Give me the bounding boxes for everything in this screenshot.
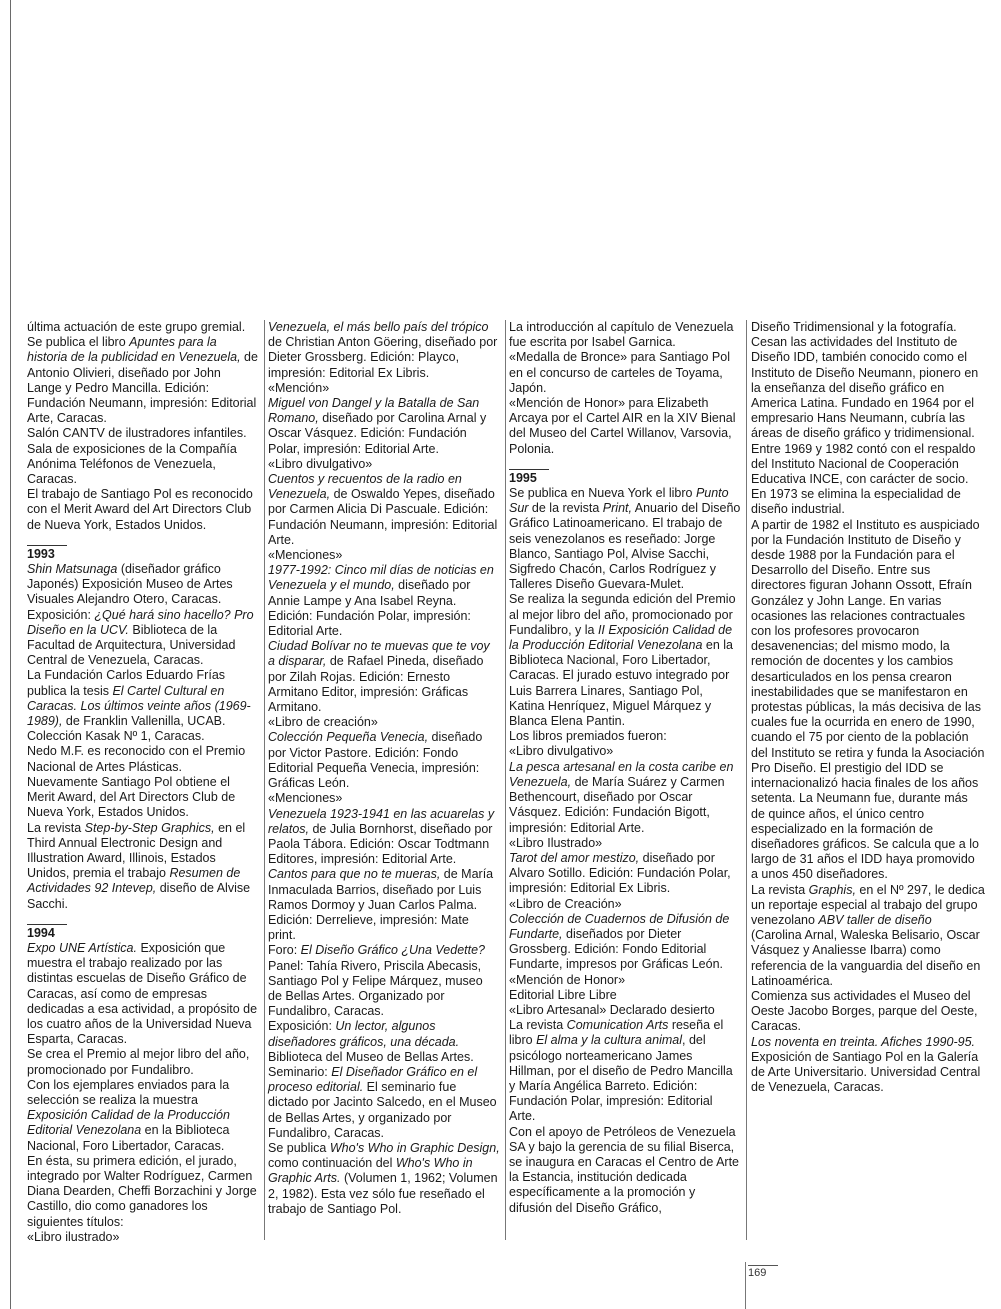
paragraph [27,487,259,533]
text-run: «Libro divulgativo» [268,456,373,471]
italic-title: II Exposición Calidad de la Producción Editorial Venezolana [509,622,733,653]
text-run: de Christian Anton Göering, diseñado por Dieter Grossberg. Edición: Playco, impresión: Editorial Ex Libris. [268,335,498,380]
paragraph [268,715,500,730]
italic-title: Colección Pequeña Venecia, [268,730,429,745]
paragraph [509,760,741,836]
italic-title: Comunication Arts [566,1018,669,1033]
italic-title: Step-by-Step Graphics, [84,820,215,835]
text-run: de María Suárez y Carmen Bethencourt, diseñado por Oscar Vásquez. Edición: Fundación Bigott, impresión: Editorial Arte. [509,774,725,835]
paragraph [509,897,741,912]
text-run: La introducción al capítulo de Venezuela fue escrita por Isabel Garnica. [509,320,734,350]
text-run: Biblioteca de la Facultad de Arquitectura, Universidad Central de Venezuela, Caracas. [27,622,236,668]
folio-rule [745,1262,746,1309]
text-run: «Libro Artesanal» Declarado desierto [509,1002,715,1017]
text-run: de María Inmaculada Barrios, diseñado por Luis Ramos Dormoy y Juan Carlos Palma. Edición: Derrelieve, impresión: Mate print. [268,867,494,943]
paragraph [509,912,741,973]
paragraph [509,851,741,897]
text-column-3 [509,320,741,1216]
text-run: El seminario fue dictado por Jacinto Salcedo, en el Museo de Bellas Artes, y organizado por Fundalibro, Caracas. [268,1080,497,1140]
italic-title: 1977-1992: Cinco mil días de noticias en Venezuela y el mundo, [268,563,494,593]
text-run: , del psicólogo norteamericano James Hillman, por el diseño de Pedro Mancilla y María Angélica Barreto. Edición: Fundación Polar, impresión: Editorial Arte. [509,1033,733,1124]
text-run: diseñado por Alvaro Sotillo. Edición: Fundación Polar, impresión: Editorial Ex Libris. [509,850,731,896]
text-column-1 [27,320,259,1245]
text-run: «Medalla de Bronce» para Santiago Pol en el concurso de carteles de Toyama, Japón. [509,350,730,395]
text-column-4 [751,320,985,1095]
column-rule-3 [746,320,747,1240]
text-run: Exposición: [268,1019,336,1034]
text-run: Anuario del Diseño Gráfico Latinoamericano. El trabajo de seis venezolanos es reseñado: Jorge Blanco, Santiago Pol, Alvise Sacchi, Sigfredo Chacón, Carlos Rodríguez y Talleres Diseño Guevara-Mulet. [509,501,741,592]
text-run: El trabajo de Santiago Pol es reconocido con el Merit Award del Art Directors Club de Nueva York, Estados Unidos. [27,487,253,532]
italic-title: Expo UNE Artística. [27,940,137,955]
paragraph [27,668,259,744]
text-run: La revista [509,1018,567,1033]
text-run: Se publica en Nueva York el libro [509,486,696,501]
italic-title: Punto Sur [509,486,729,516]
italic-title: Ciudad Bolívar no te muevas que te voy a disparar, [268,639,490,669]
text-run: Exposición que muestra el trabajo realizado por las distintas escuelas de Diseño Gráfico de Caracas, así como de empresas dedicadas a esa actividad, a propósito de los cuatro años de la Universidad Nueva Esparta, Caracas. [27,940,258,1047]
text-run: de la revista [528,501,603,516]
paragraph [751,320,985,335]
italic-title: El Diseño Gráfico ¿Una Vedette? [300,943,486,958]
text-run: última actuación de este grupo gremial. [27,320,246,334]
paragraph [27,941,259,1047]
text-run: diseñado por Annie Lampe y Ana Isabel Reyna. Edición: Fundación Polar, impresión: Editorial Arte. [268,578,471,639]
italic-title: Graphis, [808,882,856,897]
italic-title: Venezuela 1923-1941 en las acuarelas y relatos, [268,806,495,836]
italic-title: Apuntes para la historia de la publicidad en Venezuela, [27,335,241,365]
paragraph [268,807,500,868]
text-run: Se publica el libro [27,335,130,350]
italic-title: ABV taller de diseño [818,912,932,927]
paragraph [27,1230,259,1245]
paragraph [509,836,741,851]
paragraph [268,730,500,791]
text-run: «Libro de Creación» [509,896,622,911]
paragraph [268,867,500,943]
italic-title: Resumen de Actividades 92 Intevep, [27,866,241,896]
text-run: «Menciones» [268,548,343,563]
text-run: en la Biblioteca Nacional, Foro Libertador, Caracas. [27,1123,230,1153]
text-run: Editorial Libre Libre [509,987,617,1002]
text-run: Foro: [268,943,301,958]
italic-title: El Diseñador Gráfico en el proceso editorial. [268,1064,478,1095]
text-run: como continuación del [268,1156,396,1171]
italic-title: Cantos para que no te mueras, [268,867,441,882]
paragraph [268,943,500,958]
column-rule-1 [264,320,265,1240]
text-run: Los libros premiados fueron: [509,729,667,744]
paragraph [268,396,500,457]
text-run: Salón CANTV de ilustradores infantiles. Sala de exposiciones de la Compañía Anónima Teléfonos de Venezuela, Caracas. [27,426,247,487]
paragraph [751,883,985,989]
text-run: «Libro ilustrado» [27,1229,120,1244]
text-run: «Mención de Honor» [509,972,626,987]
paragraph [509,729,741,744]
text-run: Nedo M.F. es reconocido con el Premio Nacional de Artes Plásticas. [27,744,246,774]
paragraph [268,457,500,472]
text-run: Con el apoyo de Petróleos de Venezuela SA y bajo la gerencia de su filial Biserca, se inaugura en Caracas el Centro de Arte la Estancia, institución dedicada específicamente a la promoción y difusión del Diseño Gráfico, [509,1124,739,1215]
paragraph [751,518,985,883]
text-run: Nuevamente Santiago Pol obtiene el Merit Award, del Art Directors Club de Nueva York, Estados Unidos. [27,774,236,820]
text-run: (Carolina Arnal, Waleska Belisario, Oscar Vásquez y Analiesse Ibarra) como referencia de la vanguardia del diseño en Latinoamérica. [751,928,981,988]
text-run: En ésta, su primera edición, el jurado, integrado por Walter Rodríguez, Carmen Diana Dearden, Cheffi Borzachini y Jorge Castillo, dio como ganadores los siguientes títulos: [27,1153,257,1229]
paragraph [751,335,985,517]
paragraph [751,989,985,1035]
text-run: diseñado por Carolina Arnal y Oscar Vásquez. Edición: Fundación Polar, impresión: Editorial Arte. [268,411,487,456]
paragraph [27,1078,259,1154]
text-run: La revista [751,882,809,897]
paragraph [27,426,259,487]
text-run: en el Nº 297, le dedica un reportaje especial al trabajo del grupo venezolano [751,882,985,927]
paragraph [509,1003,741,1018]
text-run: de Oswaldo Yepes, diseñado por Carmen Alicia Di Pascuale. Edición: Fundación Neumann, impresión: Editorial Arte. [268,487,498,547]
text-run: Biblioteca del Museo de Bellas Artes. [268,1049,474,1064]
column-rule-2 [505,320,506,1240]
paragraph [268,381,500,396]
paragraph [509,486,741,592]
paragraph [27,320,259,335]
text-run: «Libro de creación» [268,715,378,730]
paragraph [509,973,741,988]
paragraph [27,335,259,426]
italic-title: ¿Qué hará sino hacello? Pro Diseño en la UCV. [27,607,254,637]
text-run: diseño de Alvise Sacchi. [27,881,251,911]
text-run: «Menciones» [268,791,343,806]
year-heading: 1993 [27,545,67,562]
paragraph [268,791,500,806]
italic-title: Miguel von Dangel y la Batalla de San Romano, [268,396,480,426]
paragraph [751,1035,985,1050]
paragraph [27,775,259,821]
text-run: Exposición de Santiago Pol en la Galería de Arte Universitario. Universidad Central de Venezuela, Caracas. [751,1049,981,1095]
italic-title: Who's Who in Graphic Arts. [268,1156,473,1186]
text-run: en el Third Annual Electronic Design and Illustration Award, Illinois, Estados Unidos, premia el trabajo [27,820,246,881]
paragraph [268,959,500,1020]
paragraph [509,396,741,457]
paragraph [509,350,741,396]
paragraph [268,320,500,381]
italic-title: Print, [602,501,632,516]
paragraph [268,1141,500,1217]
italic-title: Los noventa en treinta. Afiches 1990-95. [751,1034,975,1049]
text-run: de Julia Bornhorst, diseñado por Paola Tábora. Edición: Oscar Todtmann Editores, impresión: Editorial Arte. [268,821,493,867]
text-run: diseñado por Victor Pastore. Edición: Fondo Editorial Pequeña Venecia, impresión: Gráficas León. [268,730,483,791]
italic-title: El Cartel Cultural en Caracas. Los últimos veinte años (1969-1989), [27,683,251,729]
paragraph [27,821,259,912]
paragraph [27,608,259,669]
text-run: (diseñador gráfico Japonés) Exposición Museo de Artes Visuales Alejandro Otero, Caracas. [27,562,233,607]
paragraph [268,548,500,563]
text-run: Cesan las actividades del Instituto de Diseño IDD, también conocido como el Instituto de Diseño Neumann, pionero en la enseñanza del diseño gráfico en America Latina. Fundado en 1964 por el empresario Hans Neumann, cubría las áreas de diseño gráfico y tridimensional. Entre 1969 y 1982 contó con el respaldo del Instituto Nacional de Cooperación Educativa INCE, con carácter de socio. En 1973 se elimina la especialidad de diseño industrial. [751,335,979,517]
text-run: Comienza sus actividades el Museo del Oeste Jacobo Borges, parque del Oeste, Caracas. [751,988,978,1034]
year-heading: 1994 [27,924,67,941]
paragraph [509,592,741,729]
text-run: «Libro Ilustrado» [509,835,603,850]
text-run: de Rafael Pineda, diseñado por Zilah Rojas. Edición: Ernesto Armitano Editor, impresión: Gráficas Armitano. [268,654,484,715]
italic-title: Who's Who in Graphic Design, [329,1140,500,1155]
text-run: reseña el libro [509,1018,724,1048]
italic-title: Cuentos y recuentos de la radio en Venezuela, [268,472,462,502]
italic-title: Exposición Calidad de la Producción Editorial Venezolana [27,1108,230,1138]
italic-title: Venezuela, el más bello país del trópico [268,320,489,334]
text-run: Seminario: [268,1064,332,1079]
paragraph [27,1154,259,1230]
italic-title: Un lector, algunos diseñadores gráficos, una década. [268,1019,460,1049]
italic-title: Shin Matsunaga [27,562,118,577]
text-run: «Libro divulgativo» [509,744,614,759]
text-run: Con los ejemplares enviados para la selección se realiza la muestra [27,1077,230,1107]
italic-title: Colección de Cuadernos de Difusión de Fundarte, [509,911,730,941]
paragraph [27,562,259,608]
text-run: Se realiza la segunda edición del Premio al mejor libro del año, promocionado por Fundalibro, y la [509,592,736,637]
paragraph [268,639,500,715]
paragraph [268,1065,500,1141]
italic-title: La pesca artesanal en la costa caribe en Venezuela, [509,759,734,789]
italic-title: El alma y la cultura animal [536,1033,682,1048]
text-run: A partir de 1982 el Instituto es auspiciado por la Fundación Instituto de Diseño y desde 1988 por la Fundación para el Desarrollo del Diseño. Entre sus directores figuran Johann Ossott, Efraín González y John Lange. En varias ocasiones las relaciones contractuales con los profesores provocaron desavenencias; del mismo modo, la remoción de docentes y los cambios desarticulados en los pensa crearon inestabilidades que se manifestaron en protestas públicas, la más decisiva de las cuales fue la ocurrida en enero de 1990, cuando el 75 por ciento de la población del Instituto se retira y funda la Asociación Pro Diseño. El prestigio del IDD se internacionalizó hacia finales de los años setenta. La Neumann fue, durante más de quince años, el único centro especializado en la formación de diseñadores gráficos. Se calcula que a lo largo de 31 años el IDD haya promovido a unos 450 diseñadores. [751,517,985,882]
year-heading: 1995 [509,469,549,486]
text-run: en la Biblioteca Nacional, Foro Libertador, Caracas. El jurado estuvo integrado por Luis Barrera Linares, Santiago Pol, Katina Henríquez, Miguel Márquez y Blanca Elena Pantin. [509,638,734,729]
text-run: La revista [27,820,85,835]
paragraph [509,1018,741,1124]
text-run: de Franklin Vallenilla, UCAB. Colección Kasak Nº 1, Caracas. [27,714,226,744]
paragraph [509,1125,741,1216]
paragraph [27,744,259,774]
gutter-line [10,0,11,1309]
text-run: Se publica [268,1140,330,1155]
text-column-2 [268,320,500,1217]
page-number: 169 [748,1265,778,1279]
text-run: «Mención de Honor» para Elizabeth Arcaya por el Cartel AIR en la XIV Bienal del Museo del Cartel Willanov, Varsovia, Polonia. [509,396,736,456]
paragraph [268,1019,500,1065]
text-run: «Mención» [268,380,330,395]
text-run: Panel: Tahía Rivero, Priscila Abecasis, Santiago Pol y Felipe Márquez, museo de Bellas Artes. Organizado por Fundalibro, Caracas. [268,958,483,1019]
paragraph [268,563,500,639]
text-run: (Volumen 1, 1962; Volumen 2, 1982). Esta vez sólo fue reseñado el trabajo de Santiago Pol. [268,1171,498,1216]
paragraph [27,1047,259,1077]
text-run: La Fundación Carlos Eduardo Frías publica la tesis [27,668,226,698]
paragraph [509,320,741,350]
paragraph [509,744,741,759]
text-run: diseñados por Dieter Grossberg. Edición: Fondo Editorial Fundarte, impresos por Gráficas León. [509,926,723,972]
text-run: de Antonio Olivieri, diseñado por John Lange y Pedro Mancilla. Edición: Fundación Neumann, impresión: Editorial Arte, Caracas. [27,350,258,426]
text-run: Diseño Tridimensional y la fotografía. [751,320,957,334]
paragraph [751,1050,985,1096]
paragraph [509,988,741,1003]
italic-title: Tarot del amor mestizo, [509,850,640,865]
text-run: Exposición: [27,607,95,622]
text-run: Se crea el Premio al mejor libro del año, promocionado por Fundalibro. [27,1047,250,1077]
paragraph [268,472,500,548]
